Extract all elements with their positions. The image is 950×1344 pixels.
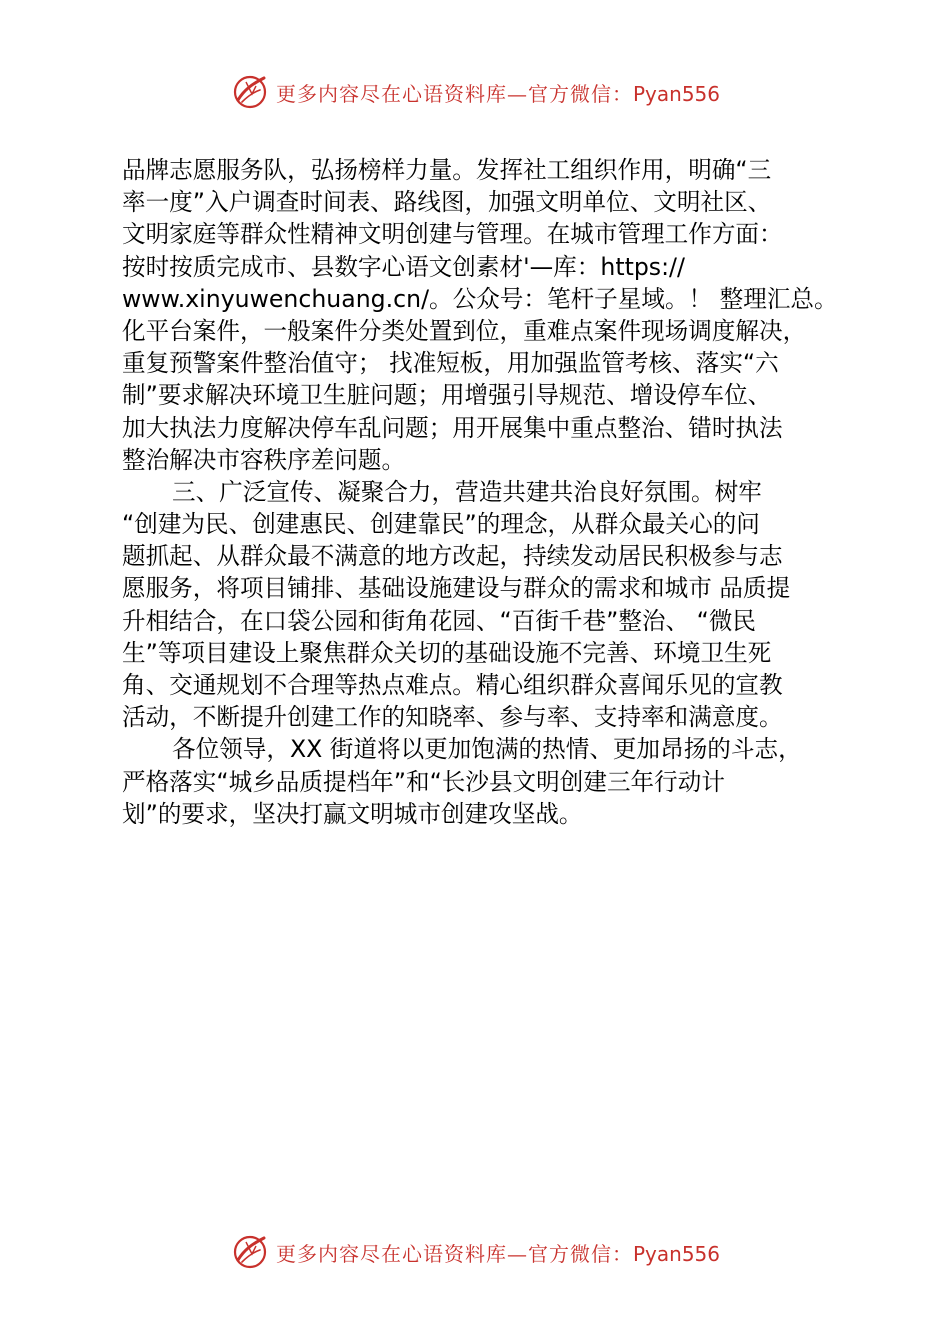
text-line: 按时按质完成市、县数字心语文创素材'—库：https:// [122, 252, 685, 281]
document-body [122, 154, 870, 830]
text-line: 率一度”入户调查时间表、路线图，加强文明单位、文明社区、 [122, 188, 772, 217]
text-line: 化平台案件，一般案件分类处置到位，重难点案件现场调度解决， [122, 316, 807, 345]
text-line: 生”等项目建设上聚焦群众关切的基础设施不完善、环境卫生死 [122, 638, 772, 667]
text-line: 划”的要求，坚决打赢文明城市创建攻坚战。 [122, 799, 583, 828]
text-line: 升相结合，在口袋公园和街角花园、“百街千巷”整治、 “微民 [122, 606, 757, 635]
text-line: 三、广泛宣传、凝聚合力，营造共建共治良好氛围。树牢 [172, 477, 762, 506]
text-line: 活动，不断提升创建工作的知晓率、参与率、支持率和满意度。 [122, 703, 783, 732]
text-line: 加大执法力度解决停车乱问题；用开展集中重点整治、错时执法 [122, 413, 783, 442]
footer-watermark [0, 1228, 950, 1276]
header-watermark [0, 68, 950, 116]
text-line: 严格落实“城乡品质提档年”和“长沙县文明创建三年行动计 [122, 767, 725, 796]
text-line: 文明家庭等群众性精神文明创建与管理。在城市管理工作方面： [122, 220, 783, 249]
watermark-wechat-id: Pyan556 [632, 81, 720, 106]
watermark-slogan: 更多内容尽在心语资料库—官方微信： [275, 81, 633, 106]
watermark-slogan: 更多内容尽在心语资料库—官方微信： [275, 1241, 633, 1266]
watermark-text [276, 1238, 720, 1267]
brand-logo-icon [230, 72, 270, 112]
text-line: 角、交通规划不合理等热点难点。精心组织群众喜闻乐见的宣教 [122, 671, 783, 699]
text-line: 愿服务，将项目铺排、基础设施建设与群众的需求和城市 品质提 [122, 574, 791, 603]
text-line: 重复预警案件整治值守； 找准短板，用加强监管考核、落实“六 [122, 349, 779, 378]
text-line: www.xinyuwenchuang.cn/。公众号：笔杆子星域。！ 整理汇总。 [122, 284, 838, 313]
watermark-wechat-id: Pyan556 [632, 1241, 720, 1266]
text-line: 品牌志愿服务队，弘扬榜样力量。发挥社工组织作用，明确“三 [122, 156, 772, 184]
text-line: 制”要求解决环境卫生脏问题；用增强引导规范、增设停车位、 [122, 381, 772, 410]
watermark-text [276, 78, 720, 107]
text-line: 整治解决市容秩序差问题。 [122, 445, 406, 474]
text-line: 题抓起、从群众最不满意的地方改起，持续发动居民积极参与志 [122, 542, 783, 571]
brand-logo-icon [230, 1232, 270, 1272]
text-line: “创建为民、创建惠民、创建靠民”的理念，从群众最关心的问 [122, 510, 760, 539]
text-line: 各位领导，XX 街道将以更加饱满的热情、更加昂扬的斗志， [172, 735, 802, 764]
